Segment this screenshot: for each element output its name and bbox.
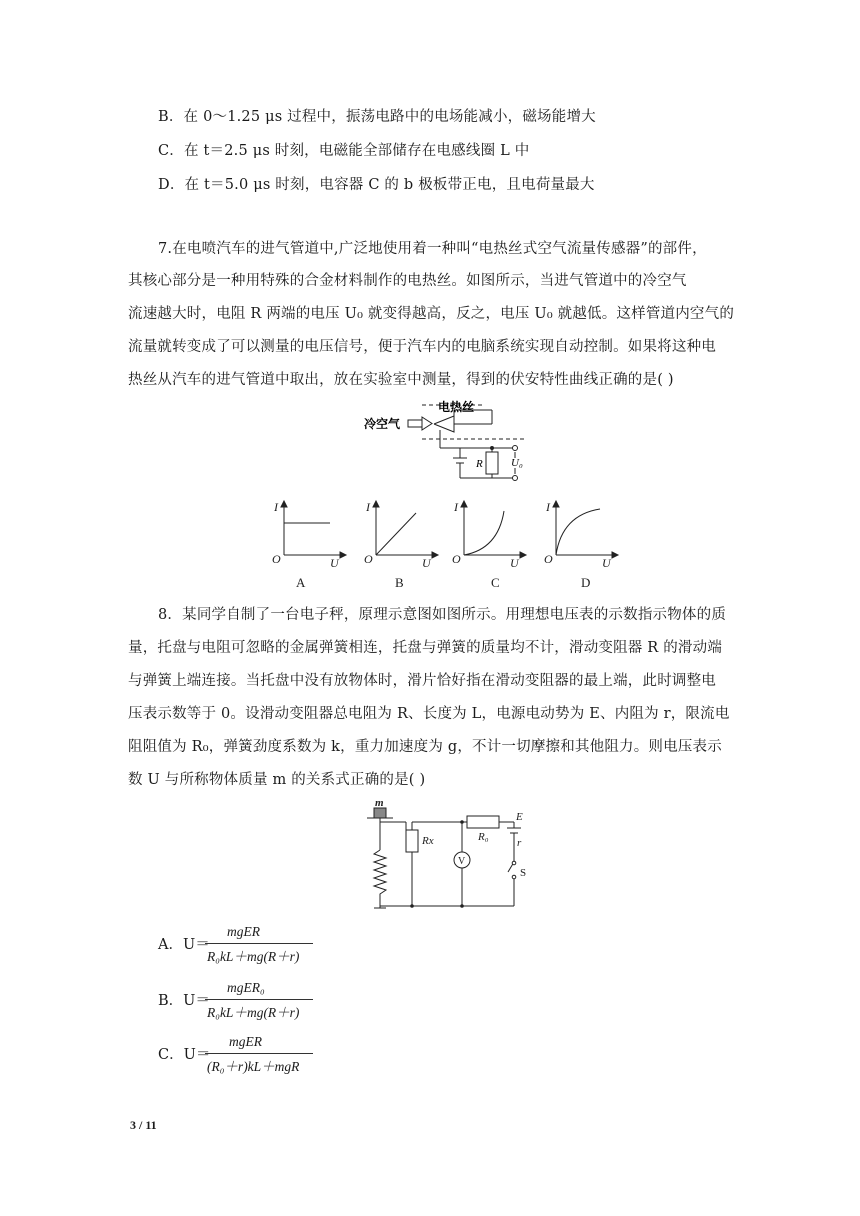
- graph-c-label: C: [491, 575, 500, 590]
- emf-e-label: E: [516, 811, 523, 823]
- resistor-r0-label: R₀: [478, 831, 489, 843]
- voltmeter-v-label: V: [458, 856, 466, 867]
- rheostat-rx-label: Rx: [422, 835, 434, 847]
- page-number: 3 / 11: [130, 1118, 157, 1132]
- q6-option-d: D．在 t＝5.0 μs 时刻，电容器 C 的 b 极板带正电，且电荷量最大: [158, 177, 595, 193]
- q8-line-3: 与弹簧上端连接。当托盘中没有放物体时，滑片恰好指在滑动变阻器的最上端，此时调整电: [128, 673, 716, 689]
- q8-option-b-fraction-bar: [205, 999, 313, 1000]
- q8-line-1: 8．某同学自制了一台电子秤，原理示意图如图所示。用理想电压表的示数指示物体的质: [158, 607, 727, 623]
- graph-d-xlabel: U: [602, 556, 611, 570]
- graph-b-xlabel: U: [422, 556, 431, 570]
- q8-option-a-fraction-bar: [205, 943, 313, 944]
- q8-option-c-numerator: mgER: [229, 1034, 262, 1049]
- graph-c-origin: O: [452, 552, 461, 566]
- graph-b-ylabel: I: [366, 500, 370, 514]
- q6-option-c: C．在 t＝2.5 μs 时刻，电磁能全部储存在电感线圈 L 中: [158, 143, 530, 159]
- q8-line-4: 压表示数等于 0。设滑动变阻器总电阻为 R、长度为 L，电源电动势为 E、内阻为 r，限流电: [128, 706, 730, 722]
- q8-option-b-label: B．U＝: [158, 993, 210, 1009]
- q7-iu-graphs: [268, 497, 638, 592]
- q8-option-b-numerator: mgER₀: [227, 980, 265, 995]
- u0-label: U₀: [511, 457, 523, 469]
- heating-wire-label: 电热丝: [438, 400, 475, 414]
- graph-d-ylabel: I: [546, 500, 550, 514]
- graph-a-ylabel: I: [274, 500, 278, 514]
- q8-option-c-fraction-bar: [205, 1053, 313, 1054]
- q7-line-3: 流速越大时，电阻 R 两端的电压 U₀ 就变得越高，反之，电压 U₀ 就越低。这样管道内空气的: [128, 306, 735, 322]
- mass-m-label: m: [375, 800, 384, 809]
- q8-option-b-fraction: [205, 980, 315, 1020]
- graph-b-label: B: [395, 575, 404, 590]
- q7-line-5: 热丝从汽车的进气管道中取出，放在实验室中测量，得到的伏安特性曲线正确的是( ): [128, 372, 674, 388]
- cold-air-label: 冷空气: [364, 417, 401, 431]
- q6-option-b: B．在 0～1.25 μs 过程中，振荡电路中的电场能减小，磁场能增大: [158, 109, 596, 125]
- graph-a-label: A: [296, 575, 306, 590]
- graph-c-xlabel: U: [510, 556, 519, 570]
- q7-line-2: 其核心部分是一种用特殊的合金材料制作的电热丝。如图所示，当进气管道中的冷空气: [128, 273, 687, 289]
- q8-option-c-label: C．U＝: [158, 1047, 211, 1063]
- graph-a-origin: O: [272, 552, 281, 566]
- q7-line-4: 流量就转变成了可以测量的电压信号，便于汽车内的电脑系统实现自动控制。如果将这种电: [128, 339, 716, 355]
- switch-s-label: S: [520, 867, 527, 879]
- q8-option-a-fraction: [205, 924, 315, 964]
- graph-b-origin: O: [364, 552, 373, 566]
- q8-option-c-denominator: (R₀＋r)kL＋mgR: [207, 1059, 300, 1074]
- graph-d-origin: O: [544, 552, 553, 566]
- q8-option-a-label: A．U＝: [158, 937, 210, 953]
- resistor-r-label: R: [476, 458, 483, 470]
- q8-option-c-fraction: [205, 1034, 315, 1074]
- q7-sensor-circuit-diagram: [360, 400, 530, 485]
- q7-line-1: 7.在电喷汽车的进气管道中,广泛地使用着一种叫“电热丝式空气流量传感器”的部件，: [158, 241, 707, 257]
- q8-option-b-denominator: R₀kL＋mg(R＋r): [207, 1005, 300, 1020]
- graph-c-ylabel: I: [454, 500, 458, 514]
- graph-a-xlabel: U: [330, 556, 339, 570]
- graph-d-label: D: [581, 575, 591, 590]
- q8-line-5: 阻阻值为 R₀，弹簧劲度系数为 k，重力加速度为 g，不计一切摩擦和其他阻力。则电压表示: [128, 739, 722, 755]
- internal-r-label: r: [517, 837, 522, 849]
- q8-scale-circuit-diagram: [362, 800, 532, 915]
- q8-option-a-denominator: R₀kL＋mg(R＋r): [207, 949, 300, 964]
- q8-line-2: 量，托盘与电阻可忽略的金属弹簧相连，托盘与弹簧的质量均不计，滑动变阻器 R 的滑动端: [128, 640, 723, 656]
- q8-line-6: 数 U 与所称物体质量 m 的关系式正确的是( ): [128, 772, 426, 788]
- q8-option-a-numerator: mgER: [227, 924, 260, 939]
